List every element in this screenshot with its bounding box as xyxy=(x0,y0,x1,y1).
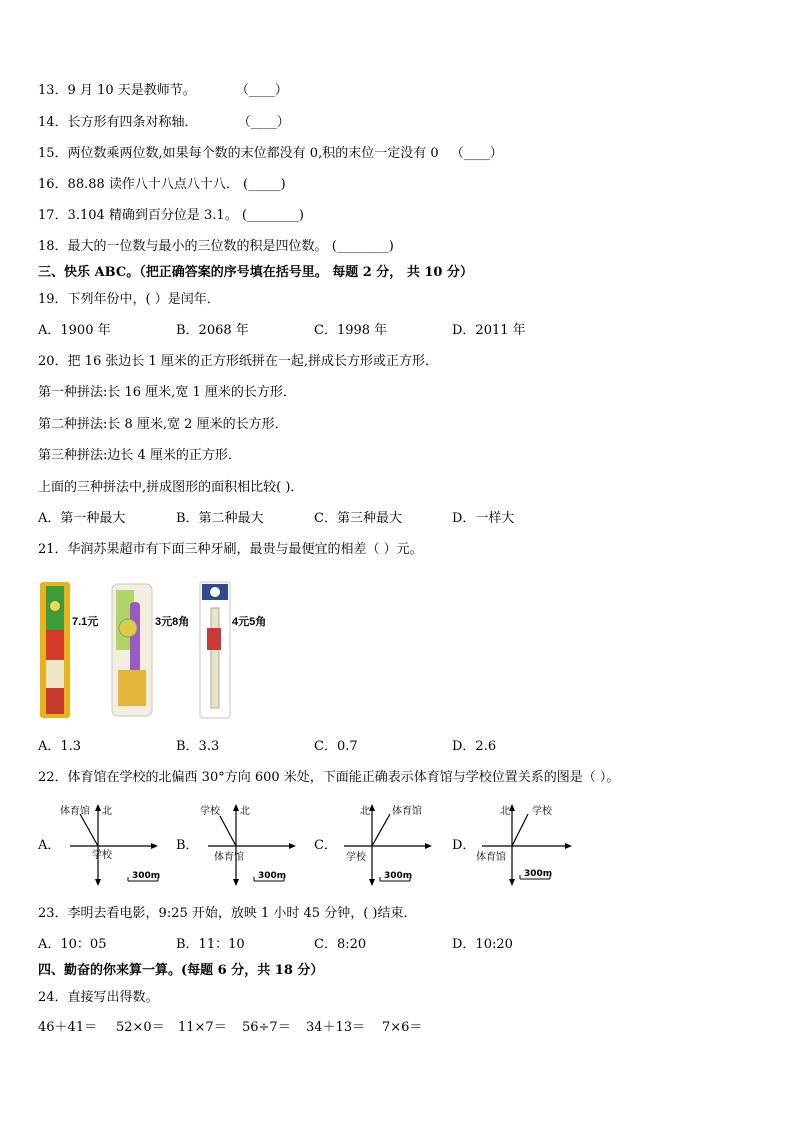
question-23-options xyxy=(38,936,758,954)
question-20-method-1: 第一种拼法:长 16 厘米,宽 1 厘米的长方形． xyxy=(38,385,296,400)
question-19-stem: 19．下列年份中，( ）是闰年． xyxy=(38,292,220,307)
question-text: 16．88.88 读作八十八点八十八． xyxy=(38,177,239,192)
option-a[interactable]: A．1900 年 xyxy=(38,323,111,338)
option-b[interactable]: B．11：10 xyxy=(176,937,245,952)
toothbrush-3-image xyxy=(198,580,232,720)
toothbrush-1-image xyxy=(38,580,72,720)
question-22-stem: 22．体育馆在学校的北偏西 30°方向 600 米处，下面能正确表示体育馆与学校位置关系的图是（ ）。 xyxy=(38,770,620,785)
question-16 xyxy=(38,176,286,194)
school-label: 学校 xyxy=(346,852,366,863)
question-15 xyxy=(38,145,503,163)
school-label: 学校 xyxy=(92,850,112,861)
option-b[interactable]: B． xyxy=(176,838,199,853)
direction-diagram-c xyxy=(334,800,444,890)
price-label-3: 4元5角 xyxy=(232,616,267,628)
question-text: 17．3.104 精确到百分位是 3.1。 xyxy=(38,208,238,223)
toothbrush-2-image xyxy=(110,582,154,718)
school-label: 学校 xyxy=(200,806,220,817)
question-text: 14．长方形有四条对称轴． xyxy=(38,115,198,130)
gym-label: 体育馆 xyxy=(214,852,244,863)
option-c[interactable]: C． xyxy=(314,838,337,853)
question-13 xyxy=(38,82,288,100)
question-18 xyxy=(38,238,394,256)
gym-label: 体育馆 xyxy=(476,852,506,863)
question-text: 15．两位数乘两位数,如果每个数的末位都没有 0,积的末位一定没有 0 xyxy=(38,146,439,161)
question-14 xyxy=(38,114,290,132)
question-text: 13．9 月 10 天是教师节。 xyxy=(38,83,196,98)
price-label-2: 3元8角 xyxy=(155,616,190,628)
section-4-heading: 四、勤奋的你来算一算。(每题 6 分，共 18 分） xyxy=(38,963,324,978)
answer-blank[interactable]: (_____) xyxy=(243,177,286,192)
price-label-1: 7.1元 xyxy=(72,616,99,628)
option-c[interactable]: C．0.7 xyxy=(314,739,358,754)
scale-label: 300m xyxy=(132,871,161,881)
option-c[interactable]: C．1998 年 xyxy=(314,323,388,338)
option-d[interactable]: D．2.6 xyxy=(452,739,497,754)
option-d[interactable]: D．一样大 xyxy=(452,511,515,526)
answer-blank[interactable]: （____） xyxy=(450,146,503,161)
scale-label: 300m xyxy=(384,871,413,881)
answer-blank[interactable]: (________) xyxy=(241,208,304,223)
gym-label: 体育馆 xyxy=(392,806,422,817)
north-label: 北 xyxy=(240,806,250,817)
answer-blank[interactable]: （____） xyxy=(235,83,288,98)
option-a[interactable]: A．第一种最大 xyxy=(38,511,126,526)
scale-label: 300m xyxy=(524,869,553,879)
question-20-stem: 20．把 16 张边长 1 厘米的正方形纸拼在一起,拼成长方形或正方形． xyxy=(38,354,439,369)
gym-label: 体育馆 xyxy=(60,806,90,817)
question-21-options xyxy=(38,738,758,756)
section-3-heading: 三、快乐 ABC。（把正确答案的序号填在括号里。 每题 2 分， 共 10 分） xyxy=(38,265,473,280)
direction-diagram-b xyxy=(196,800,306,890)
answer-blank[interactable]: (________) xyxy=(331,239,394,254)
option-d[interactable]: D．2011 年 xyxy=(452,323,526,338)
expression-6[interactable]: 7×6＝ xyxy=(382,1020,423,1035)
option-c[interactable]: C．第三种最大 xyxy=(314,511,402,526)
option-c[interactable]: C．8:20 xyxy=(314,937,367,952)
scale-label: 300m xyxy=(258,871,287,881)
option-d[interactable]: D． xyxy=(452,838,476,853)
north-label: 北 xyxy=(102,806,112,817)
option-d[interactable]: D．10:20 xyxy=(452,937,513,952)
question-17 xyxy=(38,207,304,225)
direction-diagram-a xyxy=(58,800,168,890)
question-text: 18．最大的一位数与最小的三位数的积是四位数。 xyxy=(38,239,328,254)
direction-diagram-d xyxy=(472,800,582,890)
question-20-prompt: 上面的三种拼法中,拼成图形的面积相比较( )． xyxy=(38,480,304,495)
question-21-stem: 21．华润苏果超市有下面三种牙刷，最贵与最便宜的相差（ ）元。 xyxy=(38,542,423,557)
option-a[interactable]: A．1.3 xyxy=(38,739,82,754)
expression-4[interactable]: 56÷7＝ xyxy=(242,1020,291,1035)
expression-5[interactable]: 34＋13＝ xyxy=(306,1020,366,1035)
option-b[interactable]: B．2068 年 xyxy=(176,323,249,338)
school-label: 学校 xyxy=(532,806,552,817)
expression-3[interactable]: 11×7＝ xyxy=(178,1020,227,1035)
option-b[interactable]: B．3.3 xyxy=(176,739,220,754)
option-b[interactable]: B．第二种最大 xyxy=(176,511,264,526)
expression-1[interactable]: 46＋41＝ xyxy=(38,1020,98,1035)
question-24-stem: 24．直接写出得数。 xyxy=(38,990,159,1005)
option-a[interactable]: A．10：05 xyxy=(38,937,107,952)
question-20-options xyxy=(38,510,758,528)
north-label: 北 xyxy=(360,806,370,817)
question-19-options xyxy=(38,322,758,340)
north-label: 北 xyxy=(500,806,510,817)
answer-blank[interactable]: （____） xyxy=(237,115,290,130)
question-23-stem: 23．李明去看电影，9:25 开始，放映 1 小时 45 分钟，( )结束． xyxy=(38,906,417,921)
question-20-method-3: 第三种拼法:边长 4 厘米的正方形． xyxy=(38,448,241,463)
question-20-method-2: 第二种拼法:长 8 厘米,宽 2 厘米的长方形． xyxy=(38,417,288,432)
option-a[interactable]: A． xyxy=(38,838,61,853)
expression-2[interactable]: 52×0＝ xyxy=(116,1020,165,1035)
question-24-expressions xyxy=(38,1019,758,1037)
